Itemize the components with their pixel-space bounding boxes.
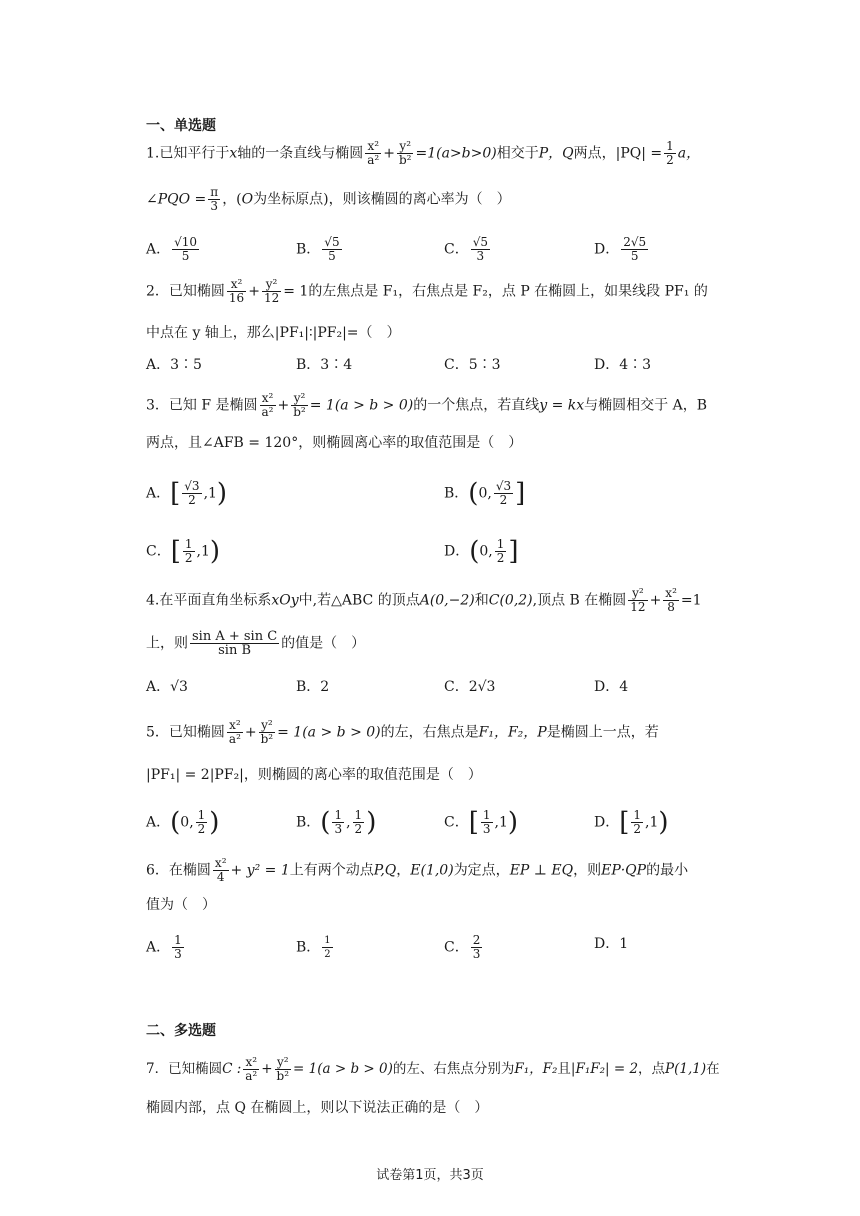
numerator: 1 (184, 537, 193, 551)
option-label: D． (594, 814, 620, 831)
denominator: a² (261, 405, 274, 419)
bracket: [ (170, 536, 181, 567)
interval-end: ,1 (203, 485, 217, 502)
q4-line1: 4.在平面直角坐标系xOy中,若△ABC 的顶点A(0,−2)和C(0,2),顶点 B 在椭圆 $\frac{\text{y²}}{12}$ + $\frac{\text{x²}}{8}$ =1 (146, 586, 702, 614)
numerator: x² (227, 719, 243, 733)
denominator: 8 (667, 600, 675, 614)
q2-option-d[interactable]: D．4∶3 (594, 357, 652, 373)
numerator: 1 (324, 935, 331, 946)
q7-line1: 7．已知椭圆C : $\frac{\text{x²}}{\text{a²}}$ + $\frac{\text{y²}}{\text{b²}}$ = 1(a > b > 0)的左、右焦点分别为F₁，F₂且|F₁F₂| = 2，点P(1,1)在 (146, 1055, 720, 1083)
denominator: 3 (210, 199, 219, 213)
q6-point: E(1,0) (410, 862, 454, 879)
q6-eq: + y² = 1 (230, 862, 290, 879)
fraction (213, 857, 229, 884)
q6-text: 为定点， (453, 862, 510, 879)
denominator: 2 (666, 153, 674, 167)
q3-line1: 3．已知 F 是椭圆 $\frac{\text{x²}}{\text{a²}}$ + $\frac{\text{y²}}{\text{b²}}$ = 1(a > b > 0)的一个焦点，若直线y = kx与椭圆相交于 A，B (146, 391, 708, 419)
q3-text: 与椭圆相交于 A，B (584, 397, 708, 414)
bracket: [ (619, 807, 630, 838)
interval-end: ,1 (494, 814, 508, 831)
bracket: ) (209, 807, 220, 838)
denominator: b² (398, 153, 412, 167)
option-label: C． (146, 543, 171, 560)
q1-option-b[interactable] (296, 236, 344, 263)
q1-angle: ∠PQO = (146, 191, 207, 208)
interval-start: 0, (479, 543, 493, 560)
fraction (260, 392, 276, 419)
section-title-multiple-choice: 二、多选题 (146, 1023, 216, 1039)
q5-option-b[interactable]: B．( $\frac{1}{3}$ , $\frac{1}{2}$ ) (296, 807, 377, 838)
bracket: ) (366, 807, 377, 838)
fraction (628, 587, 647, 614)
option-label: A． (146, 241, 171, 258)
q3-option-b[interactable] (444, 480, 525, 507)
q1-var: x (229, 145, 238, 162)
fraction (365, 140, 381, 167)
numerator: 2√5 (623, 235, 647, 249)
numerator: x² (260, 392, 276, 406)
bracket: ( (468, 478, 479, 509)
fraction (227, 719, 243, 746)
q2-eq: = 1 (283, 283, 309, 300)
q4-text: 4.在平面直角坐标系 (146, 592, 272, 609)
section-title-single-choice: 一、单选题 (146, 118, 216, 134)
q7-text: ，点 (638, 1061, 666, 1077)
q4-option-b[interactable]: B．2 (296, 679, 330, 695)
numerator: 2 (472, 933, 481, 947)
q6-text: ， (396, 862, 411, 879)
fraction (196, 809, 208, 836)
fraction (243, 1056, 259, 1083)
q6-text: 的最小 (646, 862, 689, 879)
numerator: x² (214, 856, 227, 870)
denominator: 2 (184, 551, 193, 565)
q7-var: C : (222, 1061, 242, 1077)
numerator: x² (365, 140, 381, 154)
q6-option-c[interactable] (444, 934, 484, 961)
q1-text: a， (677, 145, 701, 162)
q4-text: ,顶点 B 在椭圆 (532, 592, 627, 609)
q6-dot-product: EP·QP (601, 862, 647, 879)
denominator: 2 (324, 949, 331, 960)
q2-line1: 2．已知椭圆 $\frac{\text{x²}}{16}$ + $\frac{\text{y²}}{12}$ = 1的左焦点是 F₁，右焦点是 F₂，点 P 在椭圆上，如果线段 PF₁ 的 (146, 277, 708, 305)
interval-start: 0, (180, 814, 194, 831)
q6-text: 上有两个动点 (289, 862, 374, 879)
option-label: C． (444, 241, 469, 258)
q6-var: P,Q (373, 862, 397, 879)
bracket: [ (468, 807, 479, 838)
denominator: 3 (476, 249, 485, 263)
numerator: 1 (354, 808, 363, 822)
q4-text: 的值是（ ） (281, 635, 366, 652)
option-label: D． (444, 543, 470, 560)
q1-text: 为坐标原点)，则该椭圆的离心率为（ ） (253, 191, 511, 208)
q4-option-d[interactable]: D．4 (594, 679, 629, 695)
fraction (291, 392, 308, 419)
q7-text: 7．已知椭圆 (146, 1061, 223, 1077)
fraction (397, 140, 414, 167)
q1-line2 (146, 186, 511, 213)
numerator: √3 (495, 479, 512, 493)
fraction (471, 934, 483, 961)
bracket: ) (209, 536, 221, 567)
q5-option-d[interactable] (594, 809, 669, 836)
option-label: C． (444, 939, 469, 956)
bracket: ] (508, 536, 519, 567)
numerator: 1 (482, 808, 491, 822)
denominator: 16 (228, 291, 245, 305)
q3-option-d[interactable] (444, 538, 519, 565)
bracket: ] (515, 478, 526, 509)
interval-end: ,1 (196, 543, 210, 560)
q7-line2: 椭圆内部，点 Q 在椭圆上，则以下说法正确的是（ ） (146, 1100, 489, 1116)
bracket: ) (658, 807, 669, 838)
q6-option-a[interactable] (146, 934, 186, 961)
numerator: y² (291, 392, 308, 406)
option-label: A． (146, 485, 171, 502)
fraction (227, 278, 246, 305)
numerator: √3 (184, 479, 200, 493)
fraction (262, 278, 281, 305)
q3-text: 的一个焦点，若直线 (413, 397, 540, 414)
denominator: sin B (218, 643, 252, 658)
fraction (190, 630, 279, 657)
fraction (481, 809, 493, 836)
q2-text: 的左焦点是 F₁，右焦点是 F₂，点 P 在椭圆上，如果线段 PF₁ 的 (308, 283, 708, 300)
q1-var: O (241, 191, 254, 208)
denominator: 2 (354, 822, 363, 836)
numerator: π (210, 185, 219, 199)
q2-option-a[interactable]: A．3∶5 (146, 357, 202, 373)
q7-text: 在 (706, 1061, 720, 1077)
q1-option-a[interactable] (146, 236, 201, 263)
fraction (275, 1056, 292, 1083)
denominator: a² (245, 1069, 258, 1083)
denominator: a² (228, 732, 241, 746)
q1-text: 相交于 (496, 145, 539, 162)
denominator: 2 (197, 822, 206, 836)
fraction (495, 538, 507, 565)
denominator: 3 (482, 822, 491, 836)
q6-text: 6．在椭圆 (146, 862, 211, 879)
q2-option-c[interactable]: C．5∶3 (444, 357, 501, 373)
option-label: D． (594, 241, 620, 258)
q1-eq: =1(a>b>0) (415, 145, 497, 162)
q1-line1: 1.已知平行于x轴的一条直线与椭圆 $\frac{\text{x²}}{\text{a²}}$ + $\frac{\text{y²}}{\text{b²}}$ =1(a>b>0)相交于P，Q两点，|PQ| = $\frac{1}{2}$ a， (146, 139, 701, 167)
q7-point: P(1,1) (665, 1061, 707, 1077)
fraction (322, 236, 341, 263)
numerator: √10 (174, 235, 198, 249)
fraction (322, 934, 332, 961)
denominator: 3 (472, 947, 481, 961)
numerator: 1 (496, 537, 505, 551)
q1-points: P，Q (538, 145, 574, 162)
denominator: 12 (630, 600, 646, 614)
denominator: b² (293, 405, 306, 419)
denominator: 12 (263, 291, 280, 305)
bracket: ( (170, 807, 181, 838)
bracket: ) (216, 478, 228, 509)
bracket: ( (320, 807, 331, 838)
q3-text: 3．已知 F 是椭圆 (146, 397, 258, 414)
option-label: B． (296, 814, 321, 831)
fraction (621, 236, 648, 263)
numerator: √5 (472, 235, 488, 249)
q2-text: 2．已知椭圆 (146, 283, 225, 300)
numerator: y² (275, 1056, 292, 1070)
fraction (494, 480, 513, 507)
bracket: ) (507, 807, 519, 838)
q7-text: 且 (557, 1061, 571, 1077)
fraction (259, 719, 276, 746)
denominator: 2 (188, 493, 196, 507)
q1-text: 两点，|PQ| = (573, 145, 663, 162)
interval-start: 0, (478, 485, 492, 502)
fraction (208, 186, 220, 213)
q1-text: ，( (222, 191, 242, 208)
numerator: y² (259, 719, 276, 733)
numerator: x² (243, 1056, 259, 1070)
numerator: 1 (174, 933, 182, 947)
q6-line2: 值为（ ） (146, 897, 216, 913)
denominator: b² (276, 1069, 290, 1083)
q5-foci: F₁，F₂， (478, 724, 538, 741)
fraction (471, 236, 490, 263)
q6-line1 (146, 857, 688, 884)
denominator: 2 (499, 493, 508, 507)
denominator: 5 (328, 249, 336, 263)
q7-eq: = 1(a > b > 0) (293, 1061, 393, 1077)
q5-text: 是椭圆上一点，若 (546, 724, 659, 741)
q5-eq: = 1(a > b > 0) (277, 724, 381, 741)
denominator: b² (260, 732, 274, 746)
q3-option-a[interactable] (146, 480, 227, 507)
q5-line2: |PF₁| = 2|PF₂|，则椭圆的离心率的取值范围是（ ） (146, 767, 482, 783)
q1-text: 1.已知平行于 (146, 145, 230, 162)
numerator: y² (262, 278, 281, 292)
denominator: 5 (630, 249, 639, 263)
q4-point: C(0,2) (488, 592, 533, 609)
q1-option-d[interactable] (594, 236, 650, 263)
q4-line2 (146, 630, 365, 657)
bracket: ( (469, 536, 480, 567)
q3-line2: 两点，且∠AFB = 120°，则椭圆离心率的取值范围是（ ） (146, 435, 523, 451)
numerator: x² (227, 278, 246, 292)
denominator: 2 (633, 822, 642, 836)
numerator: sin A + sin C (192, 629, 278, 644)
q6-perp: EP ⊥ EQ (509, 862, 574, 879)
q2-option-b[interactable]: B．3∶4 (296, 357, 353, 373)
q4-text: 和 (474, 592, 489, 609)
fraction (353, 809, 365, 836)
q7-foci: F₁，F₂ (514, 1061, 558, 1077)
denominator: 2 (496, 551, 505, 565)
denominator: 3 (334, 822, 343, 836)
denominator: a² (367, 153, 380, 167)
fraction (172, 934, 184, 961)
q6-option-b[interactable] (296, 934, 335, 961)
numerator: √5 (324, 235, 340, 249)
option-label: A． (146, 814, 171, 831)
q4-option-c[interactable]: C．2√3 (444, 679, 496, 695)
q6-text: ，则 (573, 862, 602, 879)
fraction (183, 538, 195, 565)
q4-eq: =1 (680, 592, 702, 609)
numerator: 1 (334, 808, 343, 822)
q3-option-c[interactable] (146, 538, 220, 565)
q4-text: 上，则 (146, 635, 188, 652)
option-label: B． (444, 485, 469, 502)
bracket: [ (170, 478, 181, 509)
fraction (664, 140, 676, 167)
option-label: B． (296, 241, 321, 258)
denominator: 4 (216, 870, 225, 884)
interval-end: ,1 (645, 814, 659, 831)
option-label: C． (444, 814, 469, 831)
q1-option-c[interactable] (444, 236, 492, 263)
fraction (182, 480, 201, 507)
q4-option-a[interactable]: A．√3 (146, 679, 188, 695)
fraction (631, 809, 643, 836)
q5-line1: 5．已知椭圆 $\frac{\text{x²}}{\text{a²}}$ + $\frac{\text{y²}}{\text{b²}}$ = 1(a > b > 0)的左，右焦点是F₁，F₂，P是椭圆上一点，若 (146, 718, 659, 746)
option-label: A． (146, 939, 171, 956)
numerator: 1 (197, 808, 206, 822)
q3-eq: = 1(a > b > 0) (309, 397, 414, 414)
fraction (332, 809, 344, 836)
q7-text: 的左、右焦点分别为 (392, 1061, 515, 1077)
q4-var: xOy (271, 592, 299, 609)
q5-text: 5．已知椭圆 (146, 724, 225, 741)
q5-option-c[interactable] (444, 809, 518, 836)
q6-option-d[interactable]: D．1 (594, 936, 629, 952)
q5-option-a[interactable] (146, 809, 219, 836)
numerator: x² (665, 586, 677, 600)
q3-line-eq: y = kx (539, 397, 585, 414)
q4-point: A(0,−2) (419, 592, 475, 609)
q1-text: 轴的一条直线与椭圆 (237, 145, 364, 162)
fraction (663, 587, 679, 614)
fraction (172, 236, 199, 263)
q7-distance: |F₁F₂| = 2 (570, 1061, 639, 1077)
page-footer: 试卷第1页，共3页 (376, 1168, 484, 1183)
numerator: y² (628, 587, 647, 601)
q5-text: 的左，右焦点是 (380, 724, 479, 741)
numerator: 1 (666, 139, 674, 153)
numerator: 1 (633, 808, 642, 822)
denominator: 5 (181, 249, 190, 263)
q4-text: 中,若△ABC 的顶点 (298, 592, 420, 609)
denominator: 3 (174, 947, 182, 961)
numerator: y² (397, 140, 414, 154)
q5-var: P (537, 724, 547, 741)
option-label: B． (296, 939, 321, 956)
q2-line2: 中点在 y 轴上，那么|PF₁|∶|PF₂|=（ ） (146, 325, 401, 341)
